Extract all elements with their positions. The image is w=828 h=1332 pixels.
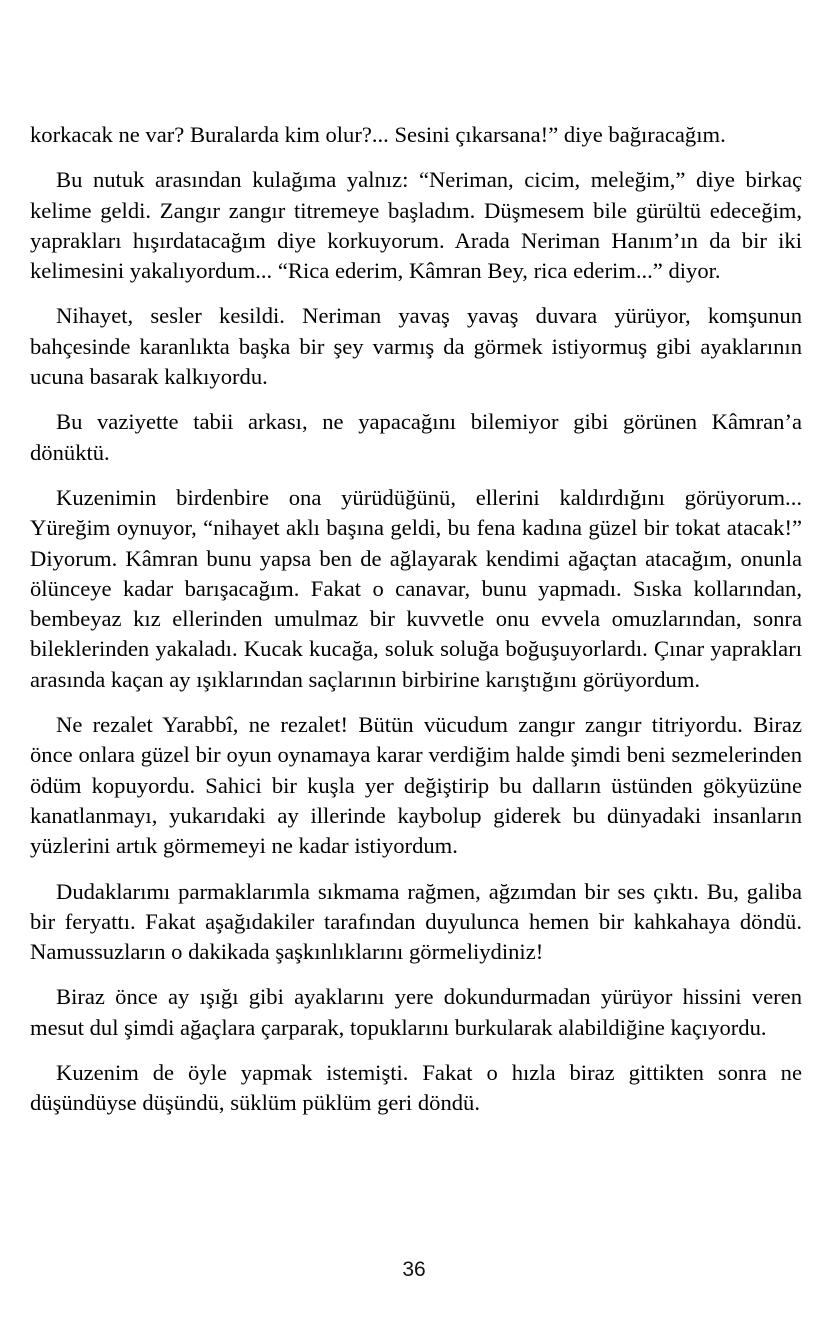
paragraph-5: Kuzenimin birdenbire ona yürüdüğünü, ellerini kaldırdığını görüyorum... Yüreğim oynuyor, “nihayet aklı başına geldi, bu fena kadına güzel bir tokat atacak!” Diyorum. Kâmran bunu yapsa ben de ağlayarak kendimi ağaçtan atacağım, onunla ölünceye kadar barışacağım. Fakat o canavar, bunu yapmadı. Sıska kollarından, bembeyaz kız ellerinden umulmaz bir kuvvetle onu evvela omuzlarından, sonra bileklerinden yakaladı. Kucak kucağa, soluk soluğa boğuşuyorlardı. Çınar yaprakları arasında kaçan ay ışıklarından saçlarının birbirine karıştığını görüyordum. xyxy=(30,484,802,692)
paragraph-3: Nihayet, sesler kesildi. Neriman yavaş yavaş duvara yürüyor, komşunun bahçesinde karanlıkta başka bir şey varmış da görmek istiyormuş gibi ayaklarının ucuna basarak kalkıyordu. xyxy=(30,303,802,390)
paragraph-9: Kuzenim de öyle yapmak istemişti. Fakat o hızla biraz gittikten sonra ne düşündüyse düşündü, süklüm püklüm geri döndü. xyxy=(30,1060,802,1116)
paragraph-1: korkacak ne var? Buralarda kim olur?... Sesini çıkarsana!” diye bağıracağım. xyxy=(30,122,726,147)
paragraph-7: Dudaklarımı parmaklarımla sıkmama rağmen, ağzımdan bir ses çıktı. Bu, galiba bir feryattı. Fakat aşağıdakiler tarafından duyulunca hemen bir kahkahaya döndü. Namussuzların o dakikada şaşkınlıklarını görmeliydiniz! xyxy=(30,878,802,965)
paragraph-4: Bu vaziyette tabii arkası, ne yapacağını bilemiyor gibi görünen Kâmran’a dönüktü. xyxy=(30,409,802,465)
paragraph-2: Bu nutuk arasından kulağıma yalnız: “Neriman, cicim, meleğim,” diye birkaç kelime geldi. Zangır zangır titremeye başladım. Düşmesem bile gürültü edeceğim, yaprakları hışırdatacağım diye korkuyorum. Arada Neriman Hanım’ın da bir iki kelimesini yakalıyordum... “Rica ederim, Kâmran Bey, rica ederim...” diyor. xyxy=(30,167,802,284)
body-text xyxy=(30,120,802,1134)
page-number: 36 xyxy=(402,1258,426,1281)
paragraph-6: Ne rezalet Yarabbî, ne rezalet! Bütün vücudum zangır zangır titriyordu. Biraz önce onlara güzel bir oyun oynamaya karar verdiğim halde şimdi beni sezmelerinden ödüm kopuyordu. Sahici bir kuşla yer değiştirip bu dalların üstünden gökyüzüne kanatlanmayı, yukarıdaki ay illerinde kaybolup giderek bu dünyadaki insanların yüzlerini artık görmemeyi ne kadar istiyordum. xyxy=(30,712,802,859)
paragraph-8: Biraz önce ay ışığı gibi ayaklarını yere dokundurmadan yürüyor hissini veren mesut dul şimdi ağaçlara çarparak, topuklarını burkularak alabildiğine kaçıyordu. xyxy=(30,984,802,1040)
